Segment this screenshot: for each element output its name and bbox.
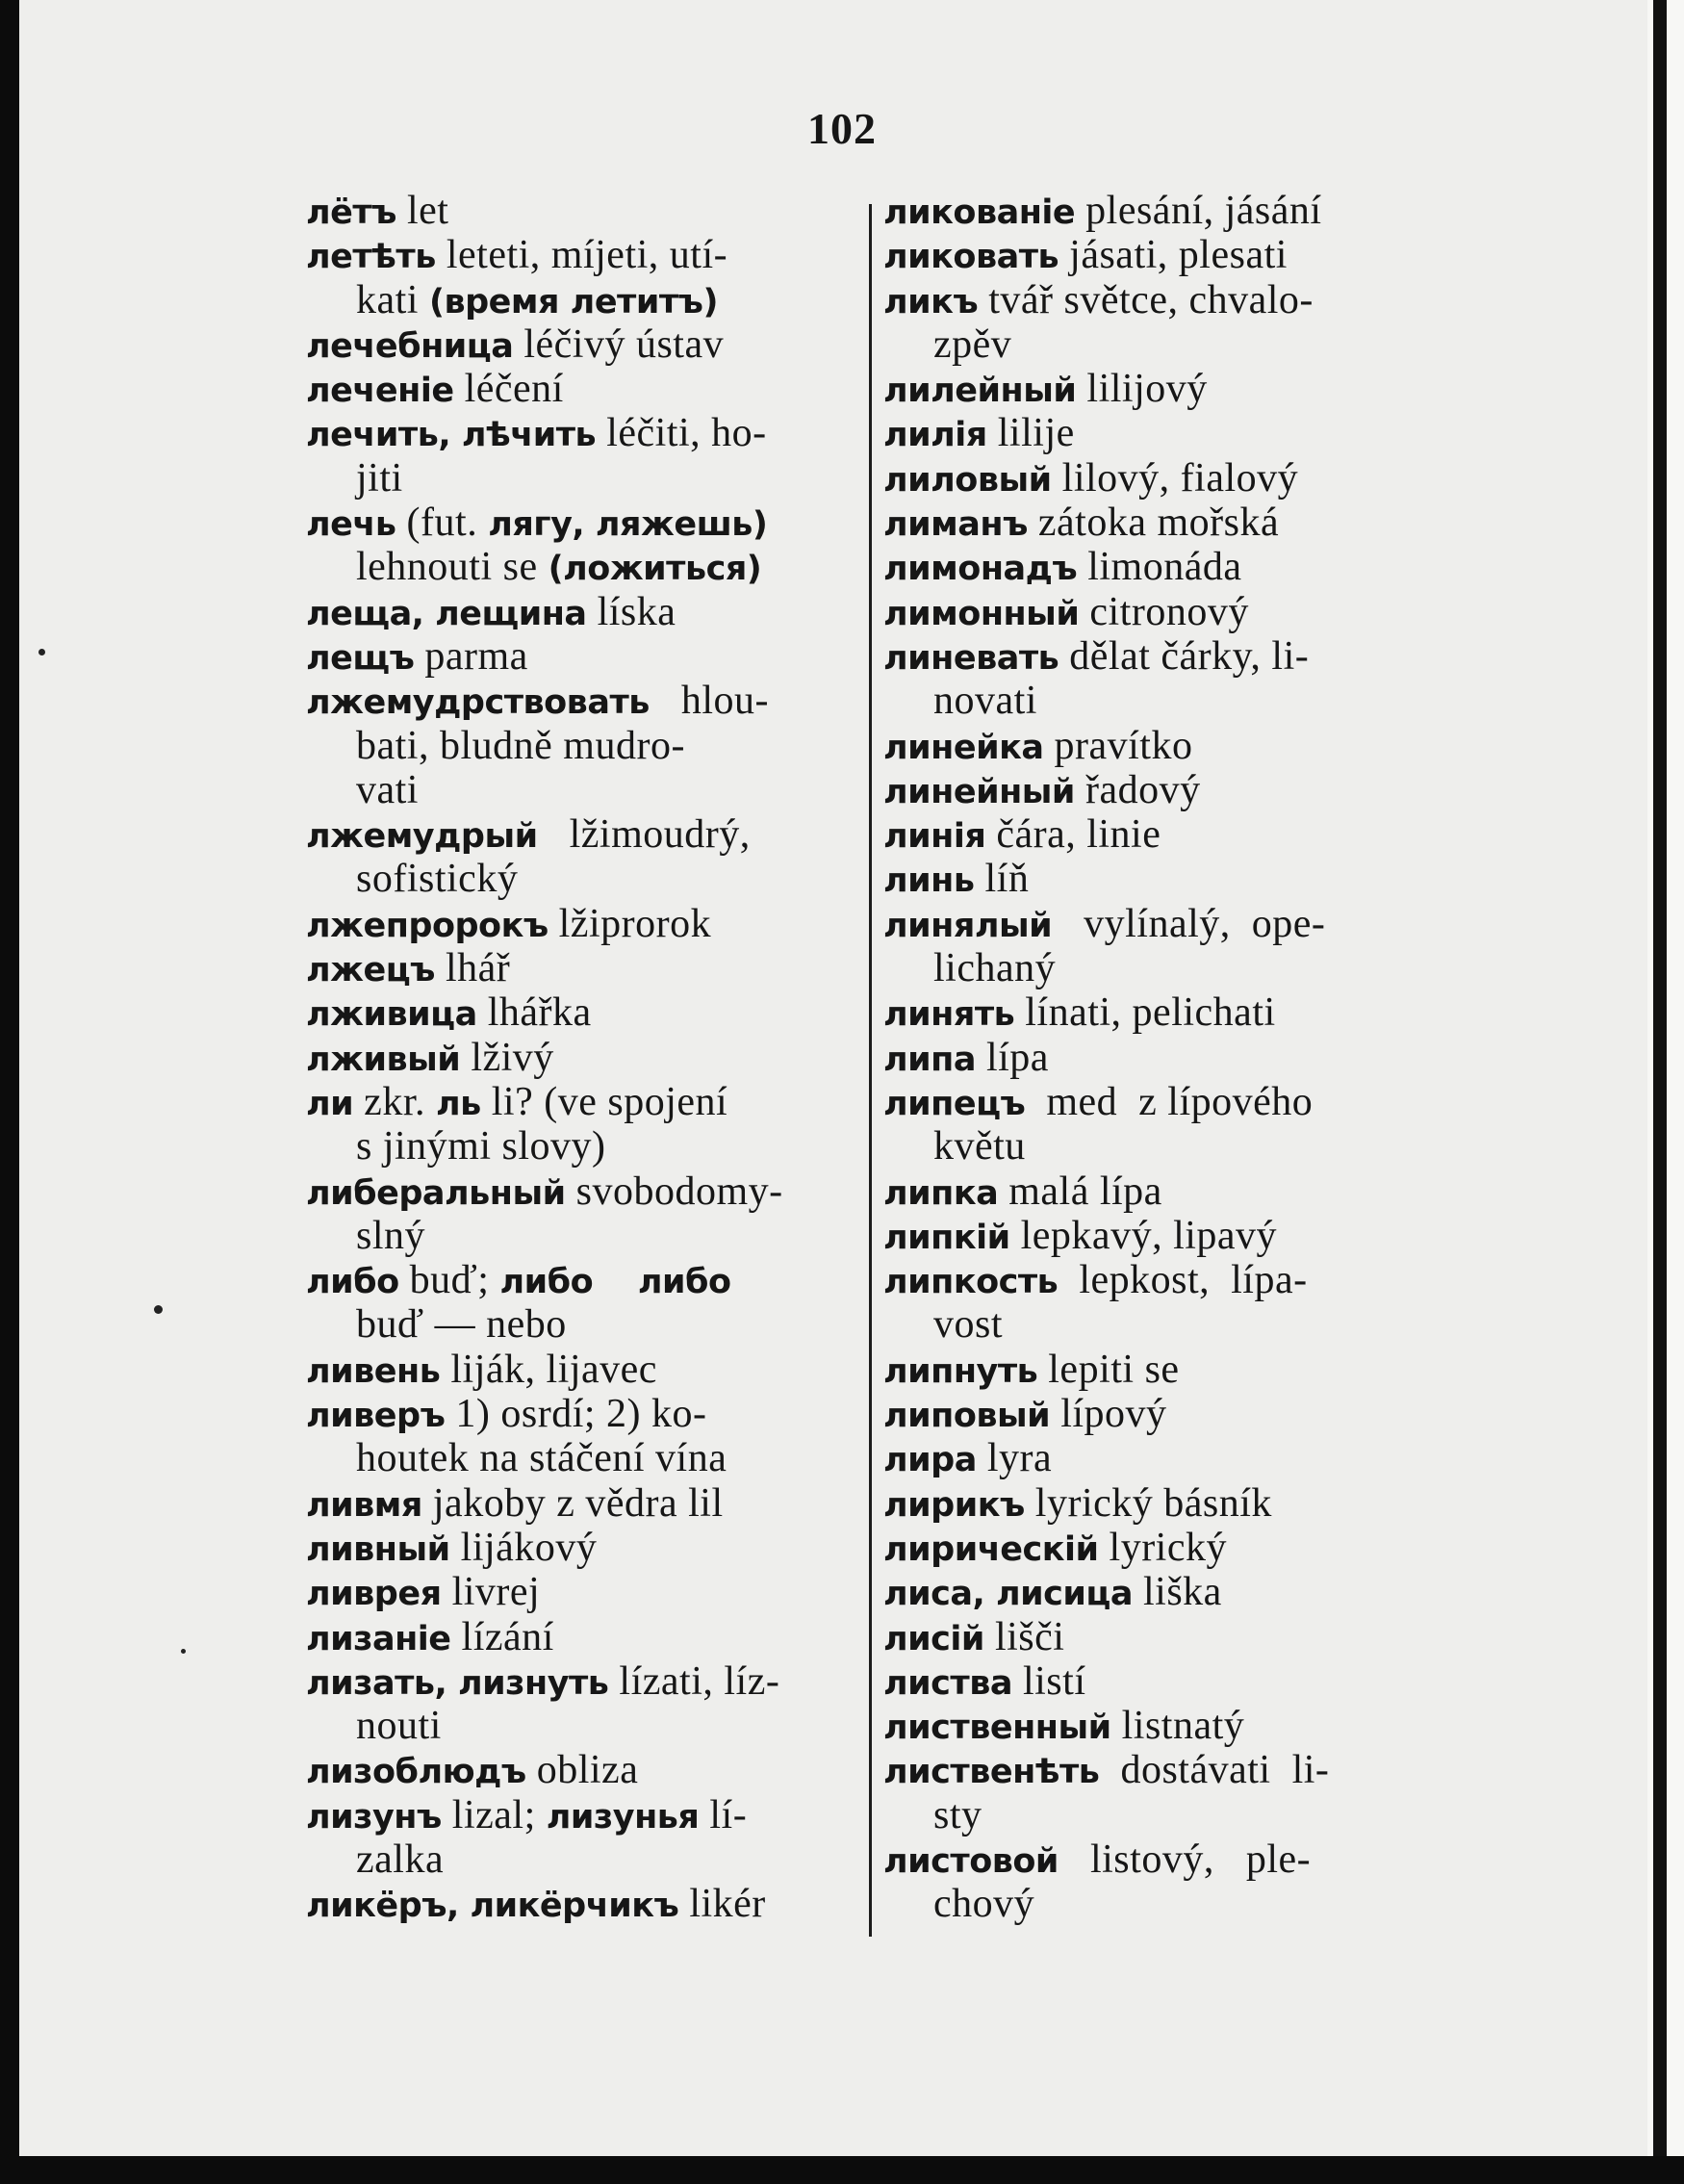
dictionary-entry-line xyxy=(883,1481,1434,1526)
headword: леща, лещина xyxy=(306,594,587,633)
scan-speck xyxy=(154,1305,163,1314)
translation: buď; xyxy=(398,1258,500,1303)
translation: lžimoudrý, xyxy=(537,812,751,858)
headword: лечебница xyxy=(306,326,514,366)
headword: лётъ xyxy=(306,193,396,232)
dictionary-entry-line xyxy=(883,634,1434,679)
headword: лимонный xyxy=(883,594,1080,633)
headword: линялый xyxy=(883,906,1053,945)
dictionary-entry-line xyxy=(883,1392,1434,1436)
headword: лизунья xyxy=(546,1797,700,1837)
entry-continuation-line xyxy=(306,724,853,768)
translation: slný xyxy=(356,1213,426,1258)
dictionary-entry-line xyxy=(883,189,1434,233)
headword: лещъ xyxy=(306,638,415,678)
translation: lepiti se xyxy=(1037,1347,1180,1392)
headword: липовый xyxy=(883,1397,1051,1436)
headword: липкость xyxy=(883,1263,1059,1302)
translation: lí- xyxy=(699,1792,748,1837)
headword: лирикъ xyxy=(883,1485,1025,1525)
dictionary-entry-line xyxy=(883,724,1434,768)
headword: ль xyxy=(435,1084,481,1123)
headword: ливень xyxy=(306,1351,441,1391)
dictionary-entry-line xyxy=(883,1169,1434,1214)
headword: лживица xyxy=(306,995,477,1035)
dictionary-entry-line xyxy=(883,501,1434,545)
translation: (fut. xyxy=(395,501,489,546)
translation: lhář xyxy=(434,946,511,991)
dictionary-entry-line xyxy=(306,634,853,679)
dictionary-entry-line xyxy=(306,1882,853,1926)
translation: zpěv xyxy=(933,321,1012,367)
headword: ливмя xyxy=(306,1485,422,1525)
translation: leteti, míjeti, utí- xyxy=(435,233,728,278)
translation: let xyxy=(395,189,449,233)
headword: липецъ xyxy=(883,1084,1026,1123)
translation: květu xyxy=(933,1124,1026,1169)
translation: lilije xyxy=(986,411,1075,456)
translation: limonáda xyxy=(1077,545,1242,590)
dictionary-entry-line xyxy=(883,1436,1434,1480)
headword: лжецъ xyxy=(306,951,435,990)
headword: ли xyxy=(306,1084,354,1123)
translation: lizal; xyxy=(441,1792,547,1837)
dictionary-entry-line xyxy=(883,902,1434,946)
headword: (время летитъ) xyxy=(428,282,718,321)
dictionary-entry-line xyxy=(883,768,1434,812)
dictionary-entry-line xyxy=(883,1748,1434,1792)
translation: lyrický básník xyxy=(1024,1480,1272,1526)
dictionary-entry-line xyxy=(306,1659,853,1704)
dictionary-entry-line xyxy=(306,1481,853,1526)
headword: лиманъ xyxy=(883,505,1028,545)
dictionary-entry-line xyxy=(306,411,853,455)
scan-border-bottom xyxy=(0,2156,1684,2184)
dictionary-entry-line xyxy=(883,1348,1434,1392)
dictionary-entry-line xyxy=(306,233,853,277)
translation: 1) osrdí; 2) ko- xyxy=(445,1392,707,1437)
headword: ливрея xyxy=(306,1575,442,1614)
dictionary-entry-line xyxy=(306,590,853,634)
dictionary-entry-line xyxy=(306,1570,853,1614)
translation: řadový xyxy=(1074,767,1201,812)
headword: лилейный xyxy=(883,372,1077,411)
headword: линь xyxy=(883,861,975,901)
translation: obliza xyxy=(525,1748,639,1793)
translation: lípa xyxy=(975,1035,1049,1080)
translation: likér xyxy=(678,1882,766,1927)
dictionary-entry-line xyxy=(883,590,1434,634)
dictionary-entry-line xyxy=(306,322,853,367)
scan-border-right xyxy=(1653,0,1667,2184)
entry-continuation-line xyxy=(883,1302,1434,1347)
headword: ликовать xyxy=(883,238,1059,277)
translation: livrej xyxy=(441,1570,541,1615)
headword: либо xyxy=(306,1263,399,1302)
headword: липнуть xyxy=(883,1351,1038,1391)
scan-speck xyxy=(181,1649,186,1654)
translation: liják, lijavec xyxy=(440,1347,657,1392)
translation: houtek na stáčení vína xyxy=(356,1436,727,1481)
translation: dělat čárky, li- xyxy=(1059,633,1310,679)
translation: nouti xyxy=(356,1704,442,1749)
headword: либеральный xyxy=(306,1173,566,1213)
dictionary-entry-line xyxy=(883,1837,1434,1882)
entry-continuation-line xyxy=(306,545,853,589)
entry-continuation-line xyxy=(306,1837,853,1882)
translation: lízání xyxy=(450,1614,554,1659)
translation: léčení xyxy=(453,367,564,412)
translation: lichaný xyxy=(933,946,1057,991)
translation: hlou- xyxy=(649,679,770,724)
translation: vost xyxy=(933,1302,1004,1348)
translation: malá lípa xyxy=(998,1169,1162,1214)
translation: jásati, plesati xyxy=(1059,233,1288,278)
headword: либо либо xyxy=(499,1263,731,1302)
dictionary-entry-line xyxy=(883,1615,1434,1659)
translation: lehnouti se xyxy=(356,545,549,590)
dictionary-entry-line xyxy=(306,812,853,857)
translation: vati xyxy=(356,767,419,812)
translation: pravítko xyxy=(1043,723,1193,768)
dictionary-entry-line xyxy=(883,812,1434,857)
translation: lžiprorok xyxy=(548,901,712,946)
translation: lilijový xyxy=(1076,367,1208,412)
dictionary-entry-line xyxy=(883,1258,1434,1302)
headword: лжепророкъ xyxy=(306,906,549,945)
translation: lilový, fialový xyxy=(1051,455,1299,501)
translation: dostávati li- xyxy=(1099,1748,1330,1793)
dictionary-entry-line xyxy=(306,1615,853,1659)
dictionary-entry-line xyxy=(883,1036,1434,1080)
headword: липкій xyxy=(883,1218,1010,1257)
dictionary-entry-line xyxy=(306,501,853,545)
headword: липа xyxy=(883,1040,976,1079)
dictionary-entry-line xyxy=(883,1080,1434,1124)
translation: plesání, jásání xyxy=(1075,189,1322,233)
column-divider xyxy=(869,204,872,1937)
entry-continuation-line xyxy=(306,278,853,322)
dictionary-entry-line xyxy=(883,1570,1434,1614)
dictionary-entry-line xyxy=(306,367,853,411)
entry-continuation-line xyxy=(306,1704,853,1748)
dictionary-entry-line xyxy=(306,990,853,1035)
translation: listí xyxy=(1011,1658,1086,1704)
translation: sofistický xyxy=(356,857,519,902)
dictionary-entry-line xyxy=(883,857,1434,901)
headword: летѣть xyxy=(306,238,436,277)
translation: parma xyxy=(414,633,528,679)
headword: (ложиться) xyxy=(548,550,762,589)
translation: lijákový xyxy=(449,1525,598,1570)
headword: лиственный xyxy=(883,1709,1111,1748)
dictionary-entry-line xyxy=(306,1526,853,1570)
translation: bati, bludně mudro- xyxy=(356,723,685,768)
entry-continuation-line xyxy=(883,1882,1434,1926)
dictionary-column-right xyxy=(883,189,1434,1927)
dictionary-entry-line xyxy=(306,902,853,946)
entry-continuation-line xyxy=(306,456,853,501)
dictionary-entry-line xyxy=(306,1392,853,1436)
entry-continuation-line xyxy=(306,1302,853,1347)
translation: léčiti, ho- xyxy=(596,411,767,456)
headword: липка xyxy=(883,1173,999,1213)
dictionary-entry-line xyxy=(883,545,1434,589)
entry-continuation-line xyxy=(883,679,1434,723)
headword: лиса, лисица xyxy=(883,1575,1133,1614)
dictionary-entry-line xyxy=(306,1258,853,1302)
headword: лиловый xyxy=(883,460,1052,500)
translation: zalka xyxy=(356,1837,445,1882)
headword: лира xyxy=(883,1441,977,1480)
headword: лизунъ xyxy=(306,1797,442,1837)
translation: líň xyxy=(974,857,1030,902)
dictionary-entry-line xyxy=(306,189,853,233)
headword: лилія xyxy=(883,416,987,455)
translation: med z lípového xyxy=(1025,1079,1314,1124)
translation: svobodomy- xyxy=(565,1169,783,1214)
dictionary-entry-line xyxy=(306,1793,853,1837)
dictionary-entry-line xyxy=(883,411,1434,455)
entry-continuation-line xyxy=(883,1793,1434,1837)
headword: лечить, лѣчить xyxy=(306,416,597,455)
dictionary-entry-line xyxy=(306,1748,853,1792)
translation: léčivý ústav xyxy=(513,321,725,367)
translation: sty xyxy=(933,1792,982,1837)
headword: линевать xyxy=(883,638,1059,678)
entry-continuation-line xyxy=(883,1124,1434,1169)
dictionary-entry-line xyxy=(306,1348,853,1392)
dictionary-entry-line xyxy=(883,990,1434,1035)
translation: listnatý xyxy=(1110,1704,1245,1749)
headword: ликованіе xyxy=(883,193,1076,232)
translation: chový xyxy=(933,1882,1035,1927)
entry-continuation-line xyxy=(306,1124,853,1169)
headword: лжемудрствовать xyxy=(306,683,650,723)
scan-border-left xyxy=(0,0,19,2184)
translation: lišči xyxy=(983,1614,1065,1659)
translation: novati xyxy=(933,679,1037,724)
dictionary-entry-line xyxy=(883,233,1434,277)
dictionary-entry-line xyxy=(306,1080,853,1124)
dictionary-entry-line xyxy=(883,278,1434,322)
headword: линейка xyxy=(883,728,1044,767)
dictionary-entry-line xyxy=(883,1214,1434,1258)
translation: líska xyxy=(586,589,676,634)
translation: lepkavý, lipavý xyxy=(1009,1213,1278,1258)
headword: линять xyxy=(883,995,1015,1035)
dictionary-entry-line xyxy=(883,1704,1434,1748)
translation: li? (ve spojení xyxy=(480,1079,728,1124)
dictionary-entry-line xyxy=(883,1659,1434,1704)
headword: лизать, лизнуть xyxy=(306,1663,609,1703)
translation: lhářka xyxy=(476,990,592,1036)
translation: čára, linie xyxy=(985,812,1161,858)
headword: ливный xyxy=(306,1529,450,1569)
translation: zátoka mořská xyxy=(1027,501,1280,546)
translation: liška xyxy=(1133,1570,1222,1615)
headword: линія xyxy=(883,817,986,857)
page-number: 102 xyxy=(807,104,877,153)
entry-continuation-line xyxy=(306,1214,853,1258)
headword: лягу, ляжешь) xyxy=(488,505,768,545)
translation: citronový xyxy=(1079,589,1249,634)
entry-continuation-line xyxy=(883,322,1434,367)
translation: jiti xyxy=(356,455,403,501)
dictionary-entry-line xyxy=(883,1526,1434,1570)
dictionary-entry-line xyxy=(883,456,1434,501)
translation: lživý xyxy=(460,1035,554,1080)
translation: vylínalý, ope- xyxy=(1052,901,1326,946)
headword: леченіе xyxy=(306,372,454,411)
headword: лечь xyxy=(306,505,396,545)
headword: лимонадъ xyxy=(883,550,1078,589)
translation: kati xyxy=(356,277,429,322)
headword: ликъ xyxy=(883,282,979,321)
headword: лизаніе xyxy=(306,1619,451,1658)
translation: lepkost, lípa- xyxy=(1058,1258,1308,1303)
scan-speck xyxy=(38,649,45,655)
translation: jakoby z vědra lil xyxy=(421,1480,724,1526)
entry-continuation-line xyxy=(306,768,853,812)
translation: buď — nebo xyxy=(356,1302,567,1348)
headword: листва xyxy=(883,1663,1012,1703)
headword: листовой xyxy=(883,1841,1059,1881)
headword: ливеръ xyxy=(306,1397,446,1436)
headword: ликёръ, ликёрчикъ xyxy=(306,1887,679,1926)
dictionary-entry-line xyxy=(306,679,853,723)
translation: s jinými slovy) xyxy=(356,1124,606,1169)
dictionary-entry-line xyxy=(306,946,853,990)
dictionary-entry-line xyxy=(883,367,1434,411)
translation: listový, ple- xyxy=(1058,1837,1312,1882)
translation: línati, pelichati xyxy=(1014,990,1276,1036)
headword: лизоблюдъ xyxy=(306,1753,526,1792)
entry-continuation-line xyxy=(883,946,1434,990)
translation: lyra xyxy=(976,1436,1053,1481)
entry-continuation-line xyxy=(306,1436,853,1480)
translation: lyrický xyxy=(1098,1525,1227,1570)
dictionary-column-left xyxy=(306,189,853,1927)
translation: tvář světce, chvalo- xyxy=(978,277,1314,322)
headword: линейный xyxy=(883,772,1075,811)
headword: лжемудрый xyxy=(306,817,538,857)
headword: лирическій xyxy=(883,1529,1099,1569)
translation: zkr. xyxy=(353,1079,436,1124)
headword: лживый xyxy=(306,1040,461,1079)
entry-continuation-line xyxy=(306,857,853,901)
translation: lípový xyxy=(1050,1392,1167,1437)
headword: лиственѣть xyxy=(883,1753,1100,1792)
translation: lízati, líz- xyxy=(608,1658,780,1704)
dictionary-entry-line xyxy=(306,1036,853,1080)
headword: лисій xyxy=(883,1619,984,1658)
dictionary-entry-line xyxy=(306,1169,853,1214)
